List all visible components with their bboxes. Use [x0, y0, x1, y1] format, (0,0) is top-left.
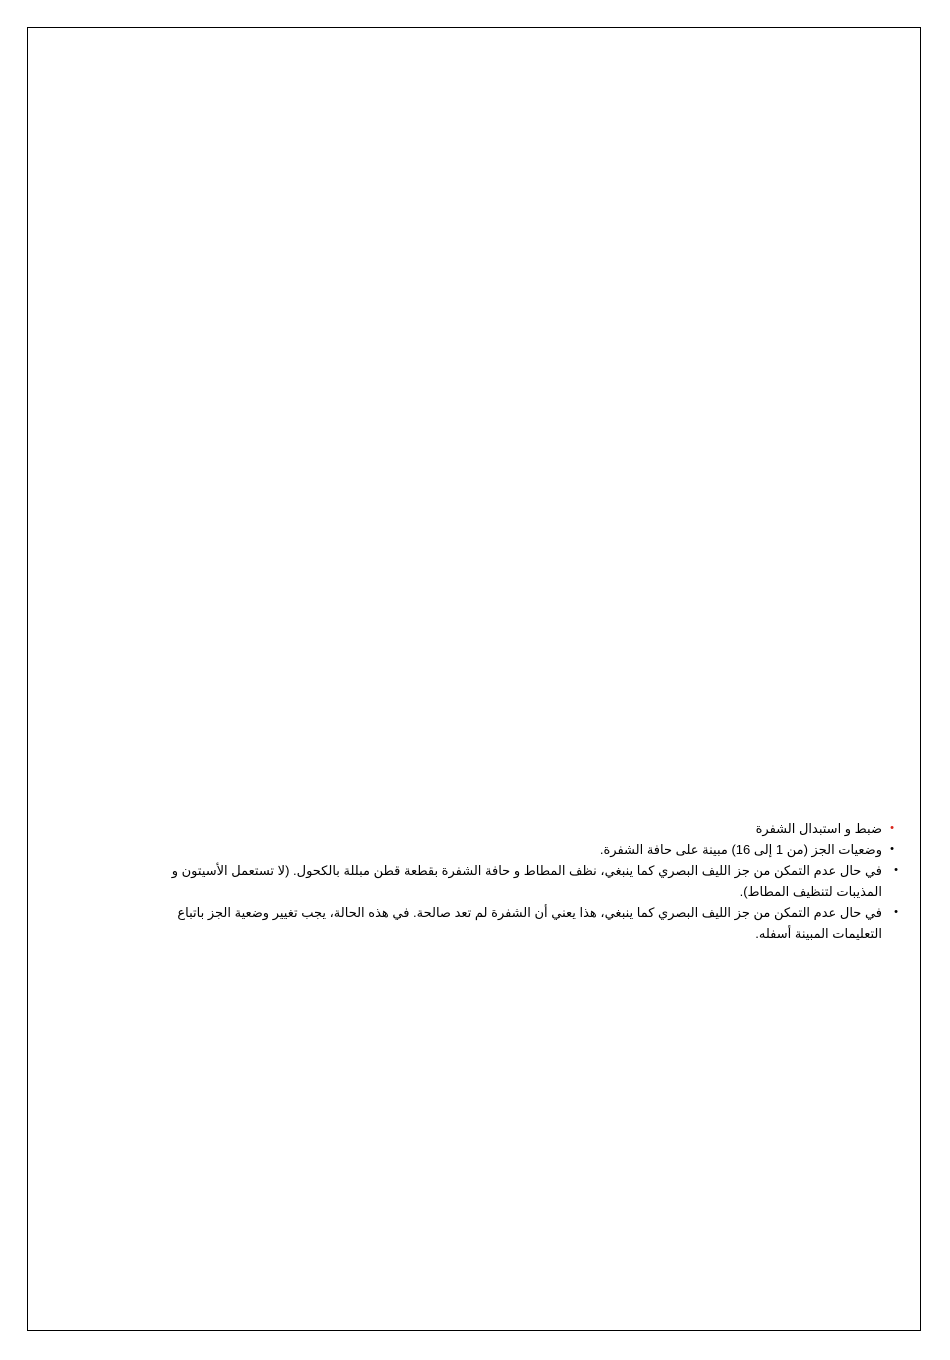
list-item-text-line: التعليمات المبينة أسفله.	[755, 926, 882, 941]
section-heading	[70, 818, 900, 839]
bullet-icon: •	[890, 843, 894, 855]
bullet-icon: •	[894, 864, 898, 876]
page-border	[27, 27, 921, 1331]
list-item-text-line: في حال عدم التمكن من جز الليف البصري كما ينبغي، هذا يعني أن الشفرة لم تعد صالحة. في هذه الحالة، يجب تغيير وضعية الجز باتباع	[177, 905, 882, 920]
bullet-icon: •	[894, 906, 898, 918]
list-item	[70, 902, 900, 944]
list-item-text-line: في حال عدم التمكن من جز الليف البصري كما ينبغي، نظف المطاط و حافة الشفرة بقطعة قطن مبللة بالكحول. (لا تستعمل الأسيتون و	[171, 863, 882, 878]
list-item	[70, 860, 900, 902]
document-body	[70, 818, 900, 944]
section-heading-text: ضبط و استبدال الشفرة	[755, 821, 882, 836]
list-item-text-line: المذيبات لتنظيف المطاط).	[739, 884, 882, 899]
list-item-text: وضعيات الجز (من 1 إلى 16) مبينة على حافة الشفرة.	[599, 842, 882, 857]
heading-bullet-icon: •	[890, 822, 894, 834]
list-item	[70, 839, 900, 860]
